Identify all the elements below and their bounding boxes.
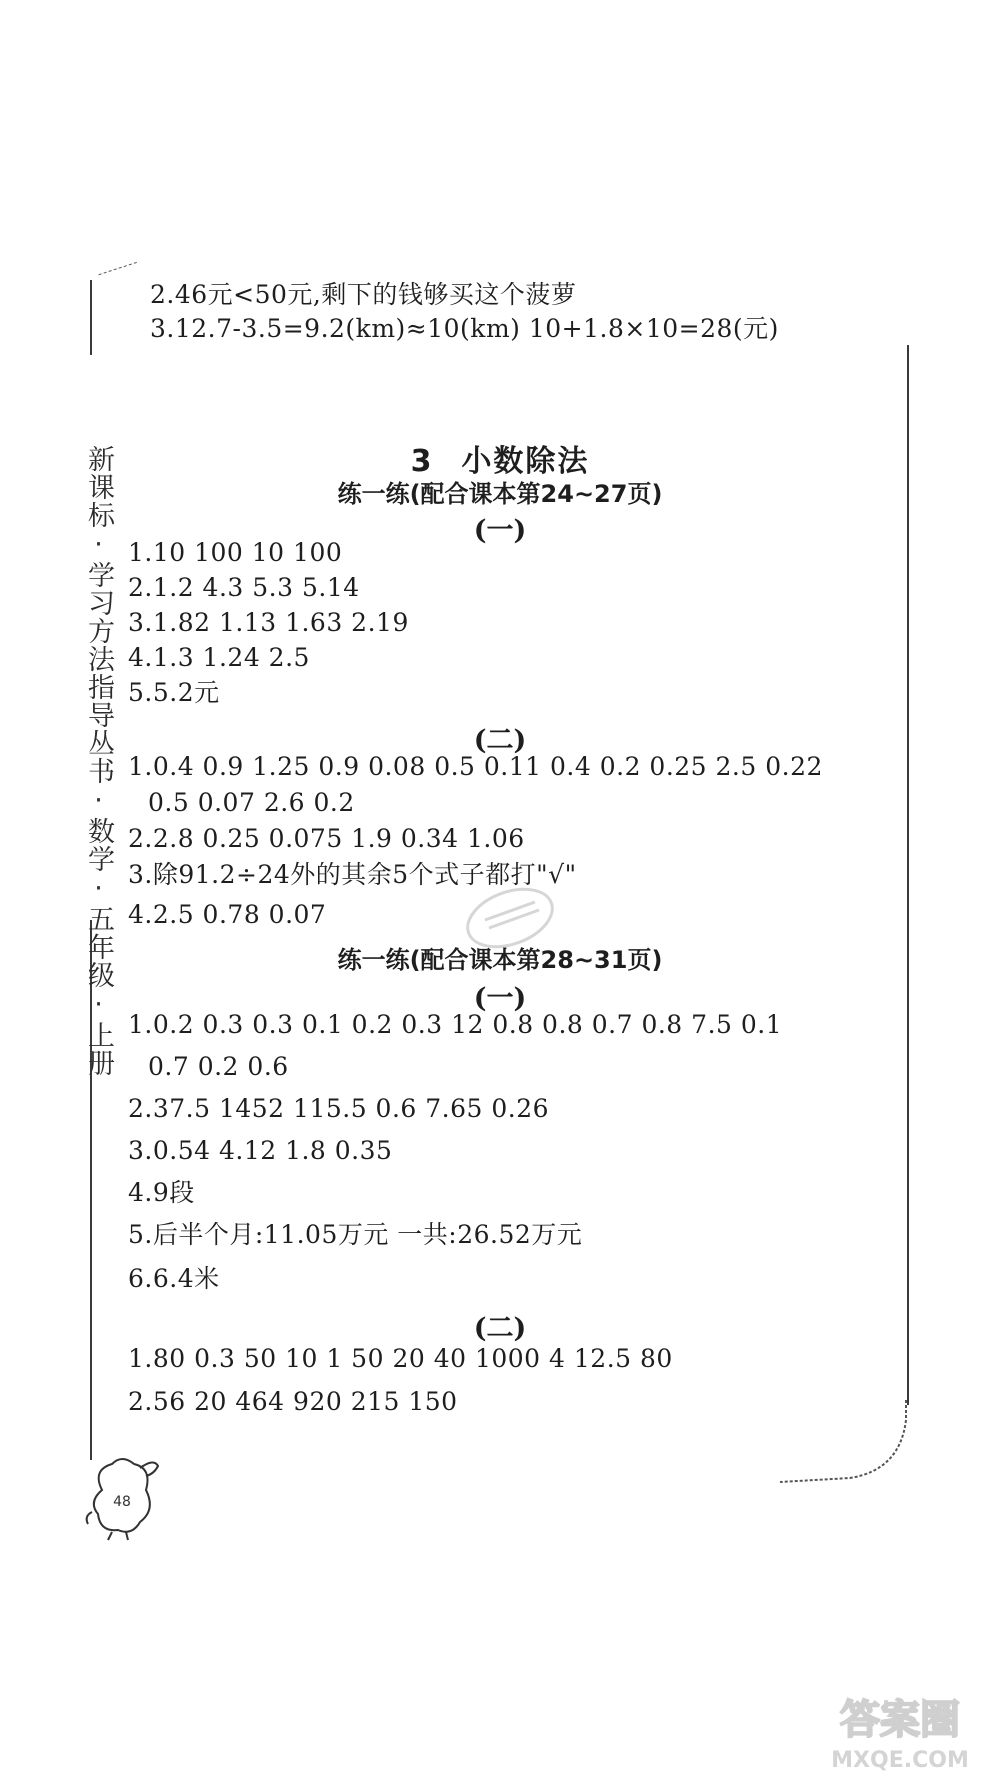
answer-line: 2.2.8 0.25 0.075 1.9 0.34 1.06: [128, 824, 525, 853]
answer-line: 3.1.82 1.13 1.63 2.19: [128, 608, 409, 637]
answer-line: 4.1.3 1.24 2.5: [128, 643, 310, 672]
corner-tick-decoration: [99, 262, 138, 277]
series-side-title: 新课标·学习方法指导丛书·数学·五年级·上册: [83, 445, 114, 1077]
part-label: (一): [473, 515, 527, 546]
answer-line: 1.0.4 0.9 1.25 0.9 0.08 0.5 0.11 0.4 0.2 0.25 2.5 0.22: [128, 752, 823, 781]
answer-line: 1.10 100 10 100: [128, 538, 343, 567]
answer-line-continuation: 0.7 0.2 0.6: [148, 1052, 289, 1081]
answer-line: 2.37.5 1452 115.5 0.6 7.65 0.26: [128, 1094, 550, 1123]
site-watermark: [805, 1685, 995, 1775]
section-heading: 练一练(配合课本第28~31页): [337, 946, 663, 974]
watermark-url: MXQE.COM: [831, 1748, 969, 1773]
part-label: (二): [473, 725, 527, 756]
answer-line: 4.9段: [128, 1178, 195, 1207]
answer-line: 1.0.2 0.3 0.3 0.1 0.2 0.3 12 0.8 0.8 0.7 0.8 7.5 0.1: [128, 1010, 783, 1039]
chapter-title: 小数除法: [461, 444, 590, 479]
answer-line: 2.1.2 4.3 5.3 5.14: [128, 573, 360, 602]
left-margin-rule-top: [90, 280, 92, 355]
mascot-page-number-icon: [82, 1450, 162, 1542]
answer-line-continuation: 0.5 0.07 2.6 0.2: [148, 788, 355, 817]
continued-answer-line: 3.12.7-3.5=9.2(km)≈10(km) 10+1.8×10=28(元): [150, 314, 779, 343]
answer-line: 2.56 20 464 920 215 150: [128, 1387, 458, 1416]
answer-line: 6.6.4米: [128, 1264, 220, 1293]
bottom-corner-curve: [780, 1400, 907, 1485]
section-heading: 练一练(配合课本第24~27页): [337, 480, 663, 508]
part-label: (一): [473, 983, 527, 1014]
answer-line: 3.0.54 4.12 1.8 0.35: [128, 1136, 393, 1165]
watermark-text: 答案圈: [840, 1697, 960, 1743]
answer-line: 5.后半个月:11.05万元 一共:26.52万元: [128, 1220, 583, 1249]
answer-line: 4.2.5 0.78 0.07: [128, 900, 327, 929]
chapter-number: 3: [410, 444, 434, 479]
answer-line: 5.5.2元: [128, 678, 220, 707]
page-number: 48: [113, 1494, 131, 1510]
answer-line: 1.80 0.3 50 10 1 50 20 40 1000 4 12.5 80: [128, 1344, 673, 1373]
part-label: (二): [473, 1313, 527, 1344]
answer-line: 3.除91.2÷24外的其余5个式子都打"√": [128, 860, 577, 889]
continued-answer-line: 2.46元<50元,剩下的钱够买这个菠萝: [150, 280, 577, 309]
